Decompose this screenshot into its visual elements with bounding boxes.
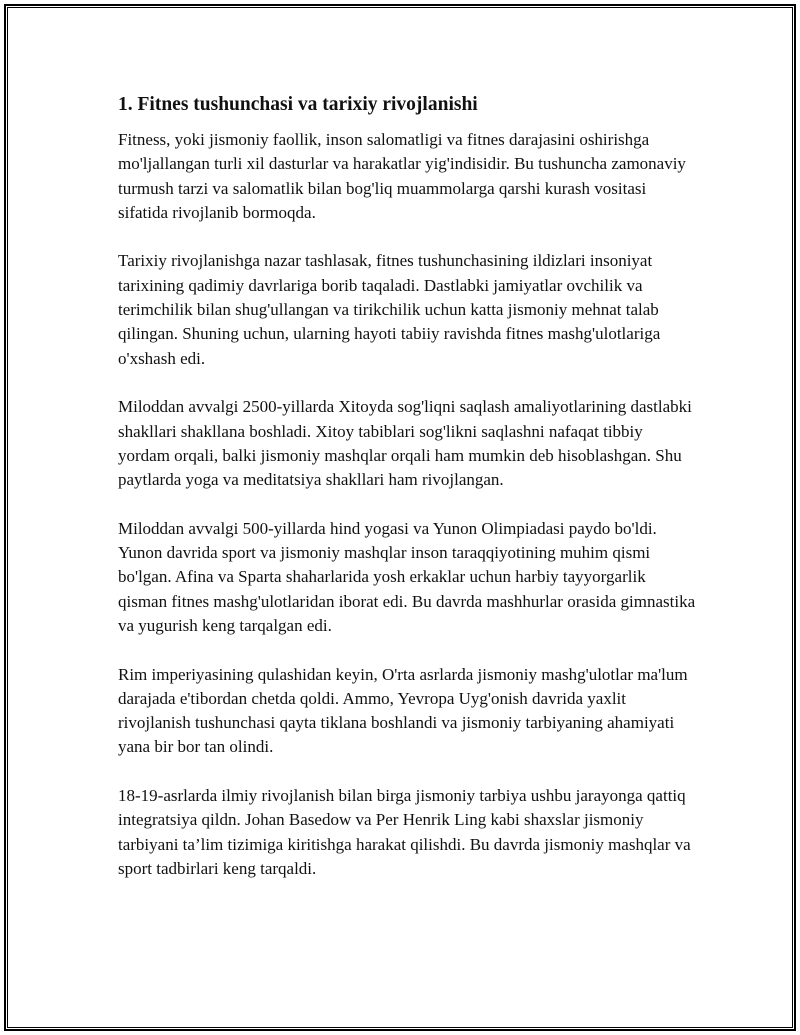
paragraph-4: Miloddan avvalgi 500-yillarda hind yogasi va Yunon Olimpiadasi paydo bo'ldi. Yunon davrida sport va jismoniy mashqlar inson taraqqiyotining muhim qismi bo'lgan. Afina va Sparta shaharlarida yosh erkaklar uchun harbiy tayyorgarlik qisman fitnes mashg'ulotlaridan iborat edi. Bu davrda mashhurlar orasida gimnastika va yugurish keng tarqalgan edi. (118, 518, 696, 635)
document-body (118, 92, 698, 906)
paragraph-2: Tarixiy rivojlanishga nazar tashlasak, fitnes tushunchasining ildizlari insoniyat tarixining qadimiy davrlariga borib taqaladi. Dastlabki jamiyatlar ovchilik va terimchilik bilan shug'ullangan va tirikchilik uchun katta jismoniy mehnat talab qilingan. Shuning uchun, ularning hayoti tabiiy ravishda fitnes mashg'ulotlariga o'xshash edi. (118, 251, 661, 368)
section-title: 1. Fitnes tushunchasi va tarixiy rivojlanishi (118, 94, 478, 115)
paragraph-1: Fitness, yoki jismoniy faollik, inson salomatligi va fitnes darajasini oshirishga mo'ljallangan turli xil dasturlar va harakatlar yig'indisidir. Bu tushuncha zamonaviy turmush tarzi va salomatlik bilan bog'liq muammolarga qarshi kurash vositasi sifatida rivojlanib bormoqda. (118, 130, 686, 222)
paragraph-3: Miloddan avvalgi 2500-yillarda Xitoyda sog'liqni saqlash amaliyotlarining dastlabki shakllari shakllana boshladi. Xitoy tabiblari sog'likni saqlashni nafaqat tibbiy yordam orqali, balki jismoniy mashqlar orqali ham mumkin deb hisoblashgan. Shu paytlarda yoga va meditatsiya shakllari ham rivojlangan. (118, 397, 692, 490)
paragraph-5: Rim imperiyasining qulashidan keyin, O'rta asrlarda jismoniy mashg'ulotlar ma'lum darajada e'tibordan chetda qoldi. Ammo, Yevropa Uyg'onish davrida yaxlit rivojlanish tushunchasi qayta tiklana boshlandi va jismoniy tarbiyaning ahamiyati yana bir bor tan olindi. (118, 664, 688, 757)
paragraph-6: 18-19-asrlarda ilmiy rivojlanish bilan birga jismoniy tarbiya ushbu jarayonga qattiq integratsiya qildn. Johan Basedow va Per Henrik Ling kabi shaxslar jismoniy tarbiyani ta’lim tizimiga kiritishga harakat qilishdi. Bu davrda jismoniy mashqlar va sport tadbirlari keng tarqaldi. (118, 786, 691, 878)
